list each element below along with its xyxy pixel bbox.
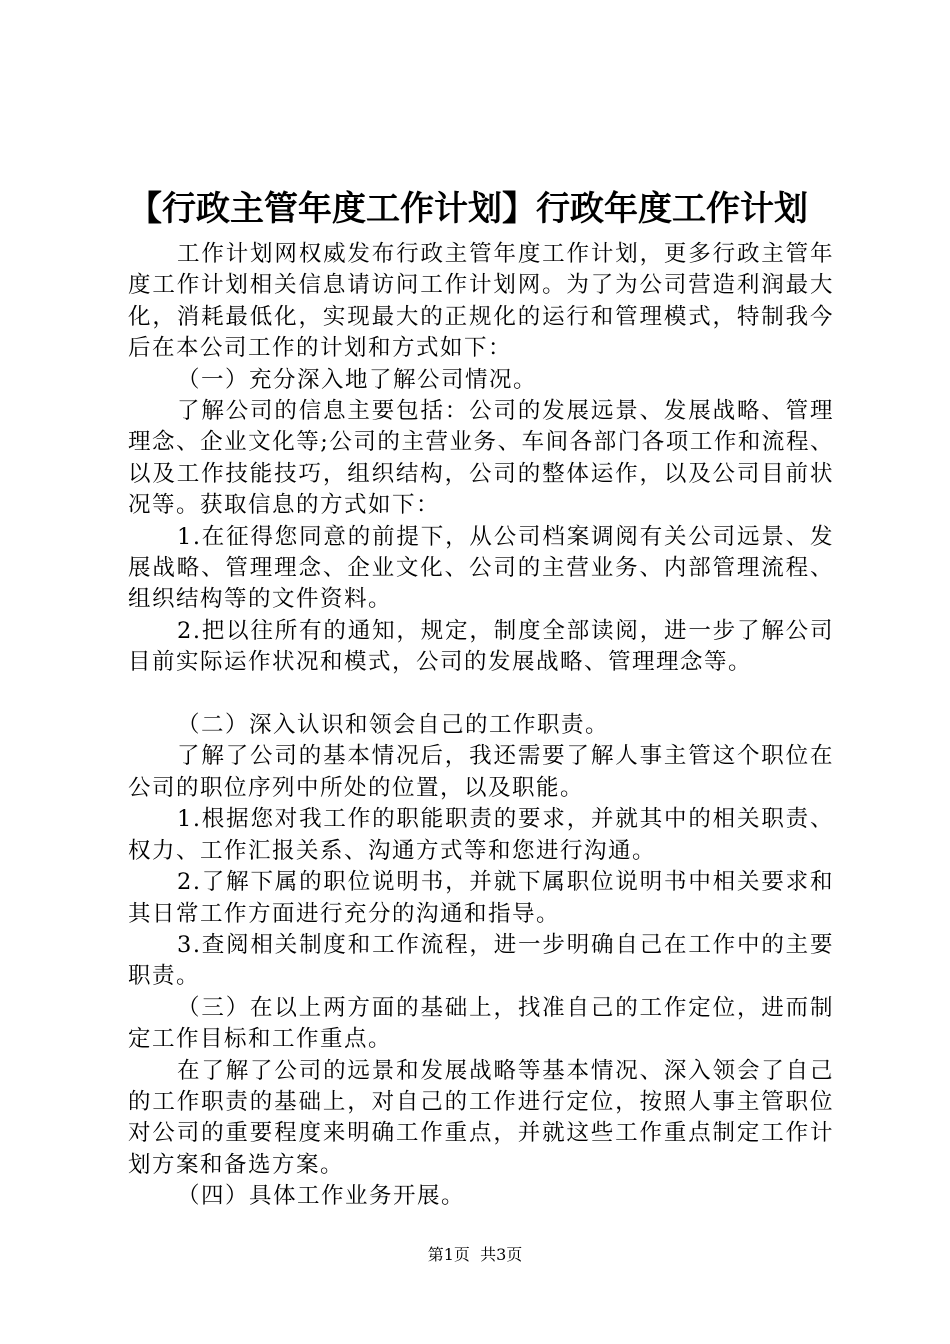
section-heading-2: （二）深入认识和领会自己的工作职责。 (177, 712, 610, 739)
section-heading-4: （四）具体工作业务开展。 (177, 1183, 466, 1210)
list-item: 1.根据您对我工作的职能职责的要求，并就其中的相关职责、权力、工作汇报关系、沟通方式等和您进行沟通。 (128, 806, 834, 864)
body-paragraph: 了解公司的信息主要包括：公司的发展远景、发展战略、管理理念、企业文化等;公司的主营业务、车间各部门各项工作和流程、以及工作技能技巧，组织结构，公司的整体运作，以及公司目前状况等。获取信息的方式如下： (128, 398, 834, 519)
list-item: 2.了解下属的职位说明书，并就下属职位说明书中相关要求和其日常工作方面进行充分的沟通和指导。 (128, 869, 834, 927)
page-title: 【行政主管年度工作计划】行政年度工作计划 (128, 189, 808, 229)
document-body (128, 239, 834, 1213)
body-paragraph: 了解了公司的基本情况后，我还需要了解人事主管这个职位在公司的职位序列中所处的位置，以及职能。 (128, 743, 834, 801)
list-item: 3.查阅相关制度和工作流程，进一步明确自己在工作中的主要职责。 (128, 931, 834, 990)
list-item: 2.把以往所有的通知，规定，制度全部读阅，进一步了解公司目前实际运作状况和模式，公司的发展战略、管理理念等。 (128, 617, 834, 676)
page-footer: 第1页 共3页 (427, 1245, 523, 1264)
section-heading-1: （一）充分深入地了解公司情况。 (177, 366, 538, 393)
body-paragraph: 在了解了公司的远景和发展战略等基本情况、深入领会了自己的工作职责的基础上，对自己的工作进行定位，按照人事主管职位对公司的重要程度来明确工作重点，并就这些工作重点制定工作计划方案和备选方案。 (128, 1057, 834, 1178)
intro-paragraph: 工作计划网权威发布行政主管年度工作计划，更多行政主管年度工作计划相关信息请访问工作计划网。为了为公司营造利润最大化，消耗最低化，实现最大的正规化的运行和管理模式，特制我今后在本公司工作的计划和方式如下： (128, 241, 834, 362)
section-heading-3: （三）在以上两方面的基础上，找准自己的工作定位，进而制定工作目标和工作重点。 (128, 994, 834, 1053)
paragraph-spacer (128, 679, 834, 710)
list-item: 1.在征得您同意的前提下，从公司档案调阅有关公司远景、发展战略、管理理念、企业文化、公司的主营业务、内部管理流程、组织结构等的文件资料。 (128, 523, 834, 613)
